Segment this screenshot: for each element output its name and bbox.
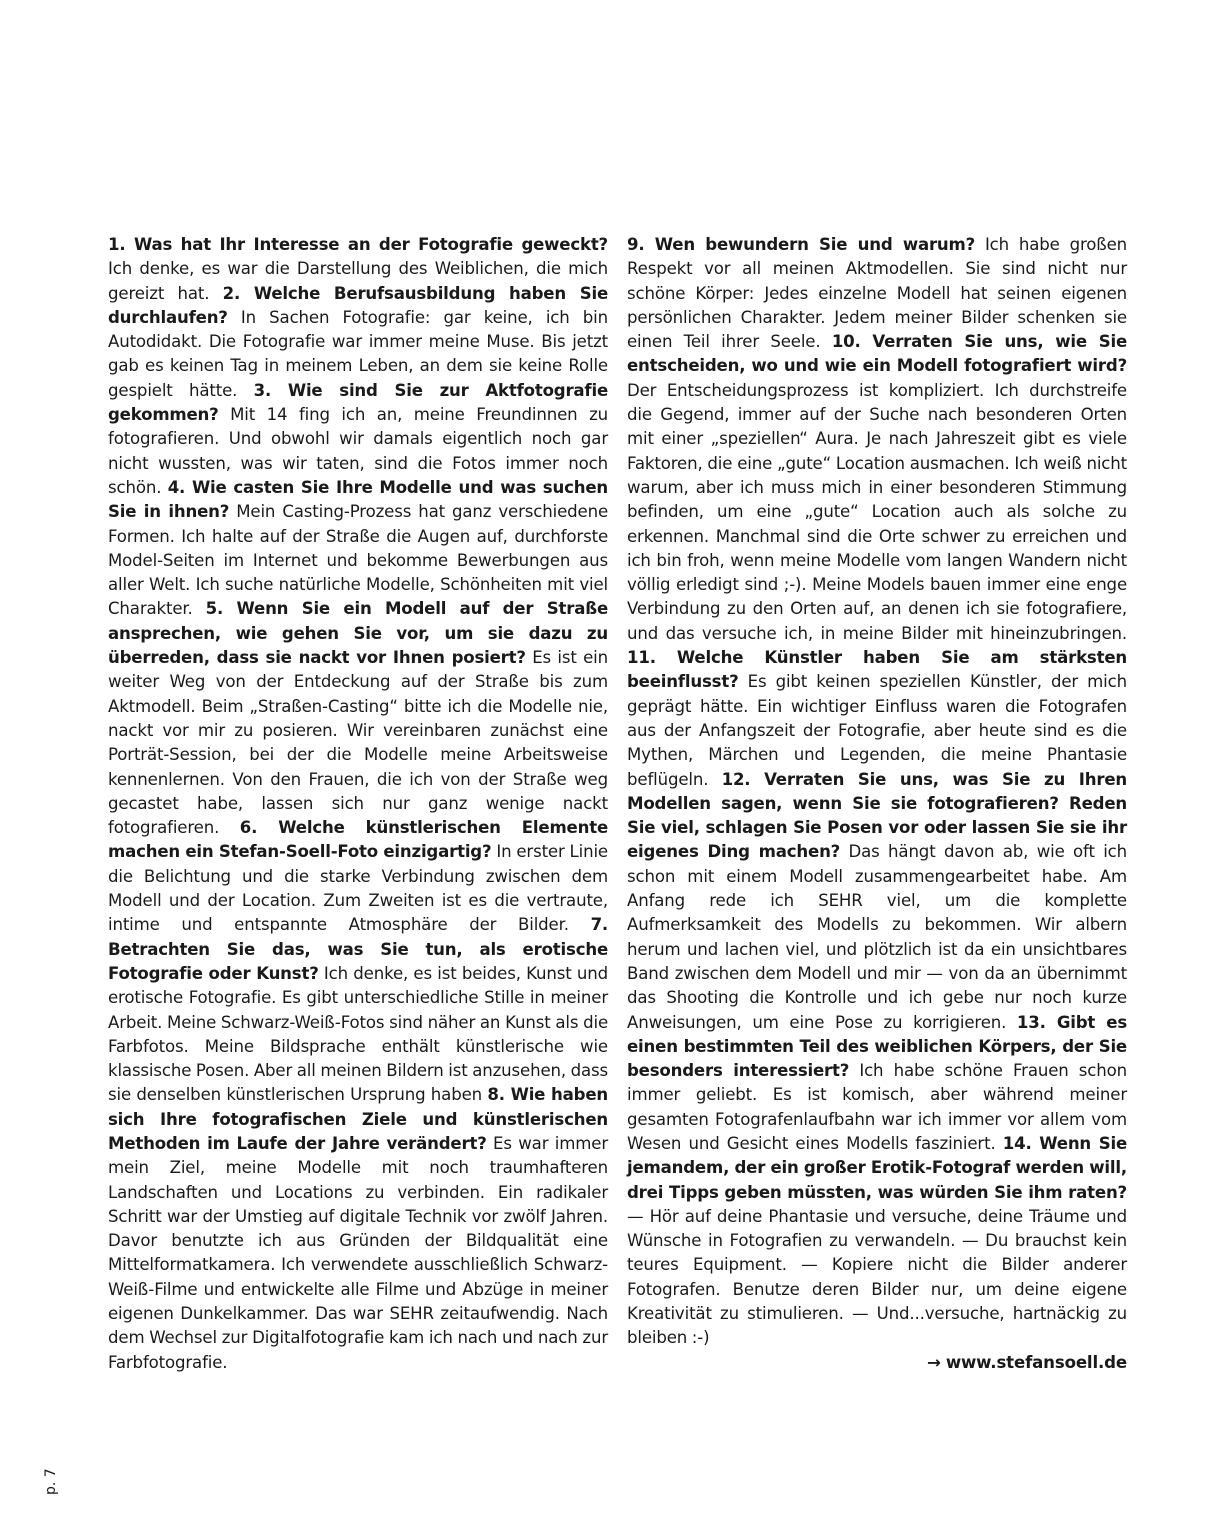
question-5: 5. Wenn Sie ein Modell auf der Straße ansprechen, wie gehen Sie vor, um sie dazu zu überreden, dass sie nackt vor Ihnen posiert? bbox=[108, 599, 609, 668]
answer-7: Ich denke, es ist beides, Kunst und erotische Fotografie. Es gibt unterschiedliche Stille in meiner Arbeit. Meine Schwarz-Weiß-Fotos sind näher an Kunst als die Farbfotos. Meine Bildsprache enthält künstlerische wie klassische Posen. Aber all meinen Bildern ist anzusehen, dass sie denselben künstlerischen Ursprung haben bbox=[108, 963, 609, 1105]
answer-6: In erster Linie die Belichtung und die starke Verbindung zwischen dem Modell und der Location. Zum Zweiten ist es die vertraute, intime und entspannte Atmosphäre der Bilder. bbox=[108, 842, 608, 935]
answer-8: Es war immer mein Ziel, meine Modelle mit noch traumhafteren Landschaften und Locations zu verbinden. Ein radikaler Schritt war der Umstieg auf digitale Technik vor zwölf Jahren. Davor benutzte ich aus Gründen der Bildqualität eine Mittelformatkamera. Ich verwendete ausschließlich Schwarz-Weiß-Filme und entwickelte alle Filme und Abzüge in meiner eigenen Dunkelkammer. Das war SEHR zeitaufwendig. Nach dem Wechsel zur Digitalfotografie kam ich nach und nach zur Farbfotografie. bbox=[108, 1133, 608, 1372]
answer-2: In Sachen Fotografie: gar keine, ich bin Autodidakt. Die Fotografie war immer meine Muse. Bis jetzt gab es keinen Tag in meinem Leben, an dem sie keine Rolle gespielt hätte. bbox=[108, 307, 608, 400]
question-13: 13. Gibt es einen bestimmten Teil des weiblichen Körpers, der Sie besonders interessiert? bbox=[627, 1012, 1128, 1081]
question-12: 12. Verraten Sie uns, was Sie zu Ihren Modellen sagen, wenn Sie sie fotografieren? Reden Sie viel, schlagen Sie Posen vor oder lassen Sie sie ihr eigenes Ding machen? bbox=[627, 769, 1128, 862]
answer-11: Es gibt keinen speziellen Künstler, der mich geprägt hätte. Ein wichtiger Einfluss waren die Fotografen aus der Anfangszeit der Fotografie, aber heute sind es die Mythen, Märchen und Legenden, die meine Phantasie beflügeln. bbox=[627, 672, 1127, 789]
question-11: 11. Welche Künstler haben Sie am stärksten beeinflusst? bbox=[627, 648, 1127, 692]
question-4: 4. Wie casten Sie Ihre Modelle und was suchen Sie in ihnen? bbox=[108, 477, 608, 522]
website-link[interactable]: → www.stefansoell.de bbox=[926, 1352, 1127, 1372]
question-3: 3. Wie sind Sie zur Aktfotografie gekommen? bbox=[108, 380, 608, 425]
answer-13: Ich habe schöne Frauen schon immer geliebt. Es ist komisch, aber während meiner gesamten Fotografenlaufbahn war ich immer vor allem vom Wesen und Gesicht eines Modells fasziniert. bbox=[627, 1061, 1127, 1153]
answer-4: Mein Casting-Prozess hat ganz verschiedene Formen. Ich halte auf der Straße die Augen auf, durchforste Model-Seiten im Internet und bekomme Bewerbungen aus aller Welt. Ich suche natürliche Modelle, Schönheiten mit viel Charakter. bbox=[108, 502, 609, 619]
question-7: 7. Betrachten Sie das, was Sie tun, als erotische Fotografie oder Kunst? bbox=[108, 915, 609, 983]
question-8: 8. Wie haben sich Ihre fotografischen Ziele und künstlerischen Methoden im Laufe der Jahre verändert? bbox=[108, 1085, 608, 1153]
answer-9: Ich habe großen Respekt vor all meinen Aktmodellen. Sie sind nicht nur schöne Körper: Jedes einzelne Modell hat seinen eigenen persönlichen Charakter. Jedem meiner Bilder schenken sie einen Teil ihrer Seele. bbox=[627, 235, 1127, 352]
question-2: 2. Welche Berufsausbildung haben Sie durchlaufen? bbox=[108, 283, 608, 327]
answer-14: — Hör auf deine Phantasie und versuche, deine Träume und Wünsche in Fotografien zu verwandeln. — Du brauchst kein teures Equipment. — Kopiere nicht die Bilder anderer Fotografen. Benutze deren Bilder nur, um deine eigene Kreativität zu stimulieren. — Und...versuche, hartnäckig zu bleiben :-) bbox=[627, 1206, 1127, 1348]
question-1: 1. Was hat Ihr Interesse an der Fotografie geweckt? bbox=[108, 235, 608, 254]
answer-10: Der Entscheidungsprozess ist kompliziert. Ich durchstreife die Gegend, immer auf der Suche nach besonderen Orten mit einer „speziellen“ Aura. Je nach Jahreszeit gibt es viele Faktoren, die eine „gute“ Location ausmachen. Ich weiß nicht warum, aber ich muss mich in einer besonderen Stimmung befinden, um eine „gute“ Location auch als solche zu erkennen. Manchmal sind die Orte schwer zu erreichen und ich bin froh, wenn meine Modelle vom langen Wandern nicht völlig erledigt sind ;-). Meine Models bauen immer eine enge Verbindung zu den Orten auf, an denen ich sie fotografiere, und das versuche ich, in meine Bilder mit hineinzubringen. bbox=[627, 380, 1127, 643]
answer-1: Ich denke, es war die Darstellung des Weiblichen, die mich gereizt hat. bbox=[108, 259, 608, 303]
answer-12: Das hängt davon ab, wie oft ich schon mit einem Modell zusammengearbeitet habe. Am Anfang rede ich SEHR viel, um die komplette Aufmerksamkeit des Modells zu bekommen. Wir albern herum und lachen viel, und plötzlich ist da ein unsichtbares Band zwischen dem Modell und mir — von da an übernimmt das Shooting die Kontrolle und ich gebe nur noch kurze Anweisungen, um eine Pose zu korrigieren. bbox=[627, 842, 1127, 1032]
interview-column-right bbox=[627, 233, 1127, 1375]
question-6: 6. Welche künstlerischen Elemente machen ein Stefan-Soell-Foto einzigartig? bbox=[108, 818, 609, 862]
page-number: p. 7 bbox=[43, 1468, 59, 1495]
question-10: 10. Verraten Sie uns, wie Sie entscheiden, wo und wie ein Modell fotografiert wird? bbox=[627, 332, 1127, 376]
question-14: 14. Wenn Sie jemandem, der ein großer Erotik-Fotograf werden will, drei Tipps geben müssten, was würden Sie ihm raten? bbox=[627, 1133, 1127, 1202]
answer-5: Es ist ein weiter Weg von der Entdeckung auf der Straße bis zum Aktmodell. Beim „Straßen-Casting“ bitte ich die Modelle nie, nackt vor mir zu posieren. Wir vereinbaren zunächst eine Porträt-Session, bei der die Modelle meine Arbeitsweise kennenlernen. Von den Frauen, die ich von der Straße weg gecastet habe, lassen sich nur ganz wenige nackt fotografieren. bbox=[108, 648, 609, 838]
answer-3: Mit 14 fing ich an, meine Freundinnen zu fotografieren. Und obwohl wir damals eigentlich noch gar nicht wussten, was wir taten, sind die Fotos immer noch schön. bbox=[108, 405, 609, 497]
interview-column-left bbox=[108, 233, 608, 1375]
question-9: 9. Wen bewundern Sie und warum? bbox=[627, 235, 976, 254]
